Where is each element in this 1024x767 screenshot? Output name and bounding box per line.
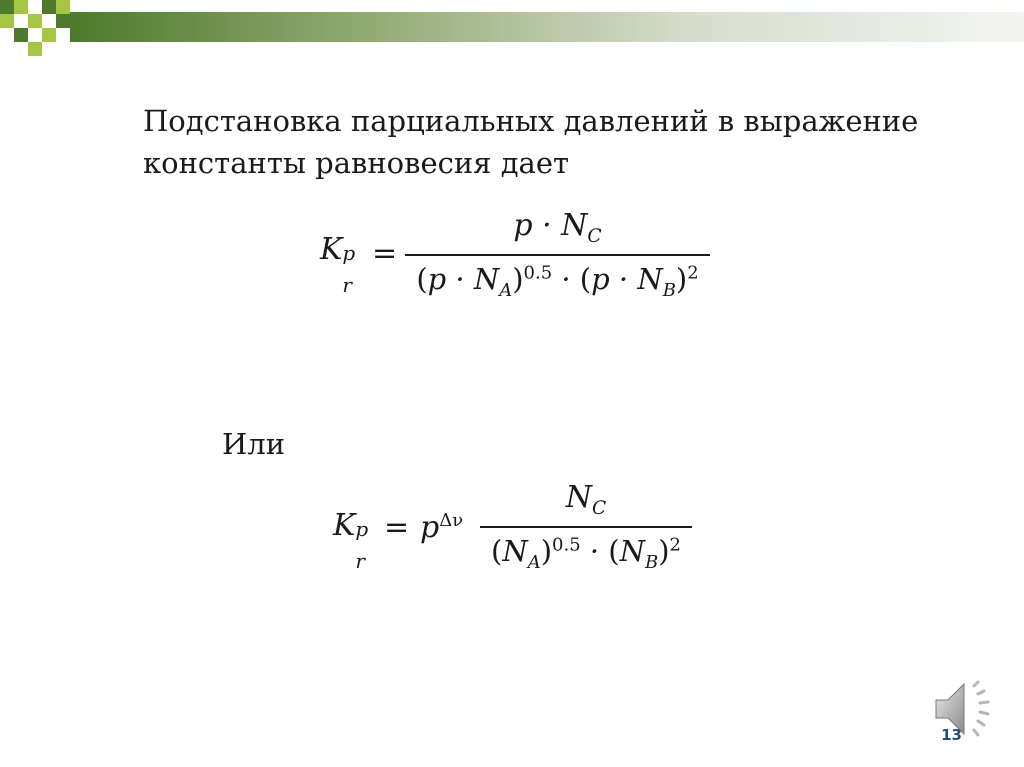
eq1-fraction-bar (405, 254, 710, 256)
eq1-denominator: $(p \cdot N_A)^{0.5} \cdot (p \cdot N_B)^2$ (416, 262, 699, 301)
eq1-equals: = (372, 236, 398, 271)
or-label: Или (222, 427, 286, 461)
header-bar (70, 12, 1024, 42)
eq2-lhs: K p r (333, 508, 369, 573)
eq1-numerator: $p \cdot N_C$ (513, 208, 602, 247)
eq2-factor: $p^{\Delta\nu}$ (420, 510, 464, 545)
eq2-numerator: $N_C$ (565, 480, 607, 519)
body-text-line-1: Подстановка парциальных давлений в выражение (143, 104, 919, 138)
eq2-equals: = (384, 510, 410, 545)
eq2-fraction-bar (480, 526, 692, 528)
page-number: 13 (941, 726, 962, 744)
eq1-lhs: K p r (320, 232, 356, 297)
eq1-numerator-main: p · N (513, 208, 588, 243)
eq2-denominator: $(N_A)^{0.5} \cdot (N_B)^2$ (491, 534, 681, 573)
body-text-line-2: константы равновесия дает (143, 146, 570, 181)
eq2-numerator-main: N (565, 480, 592, 515)
body-text (143, 100, 918, 184)
